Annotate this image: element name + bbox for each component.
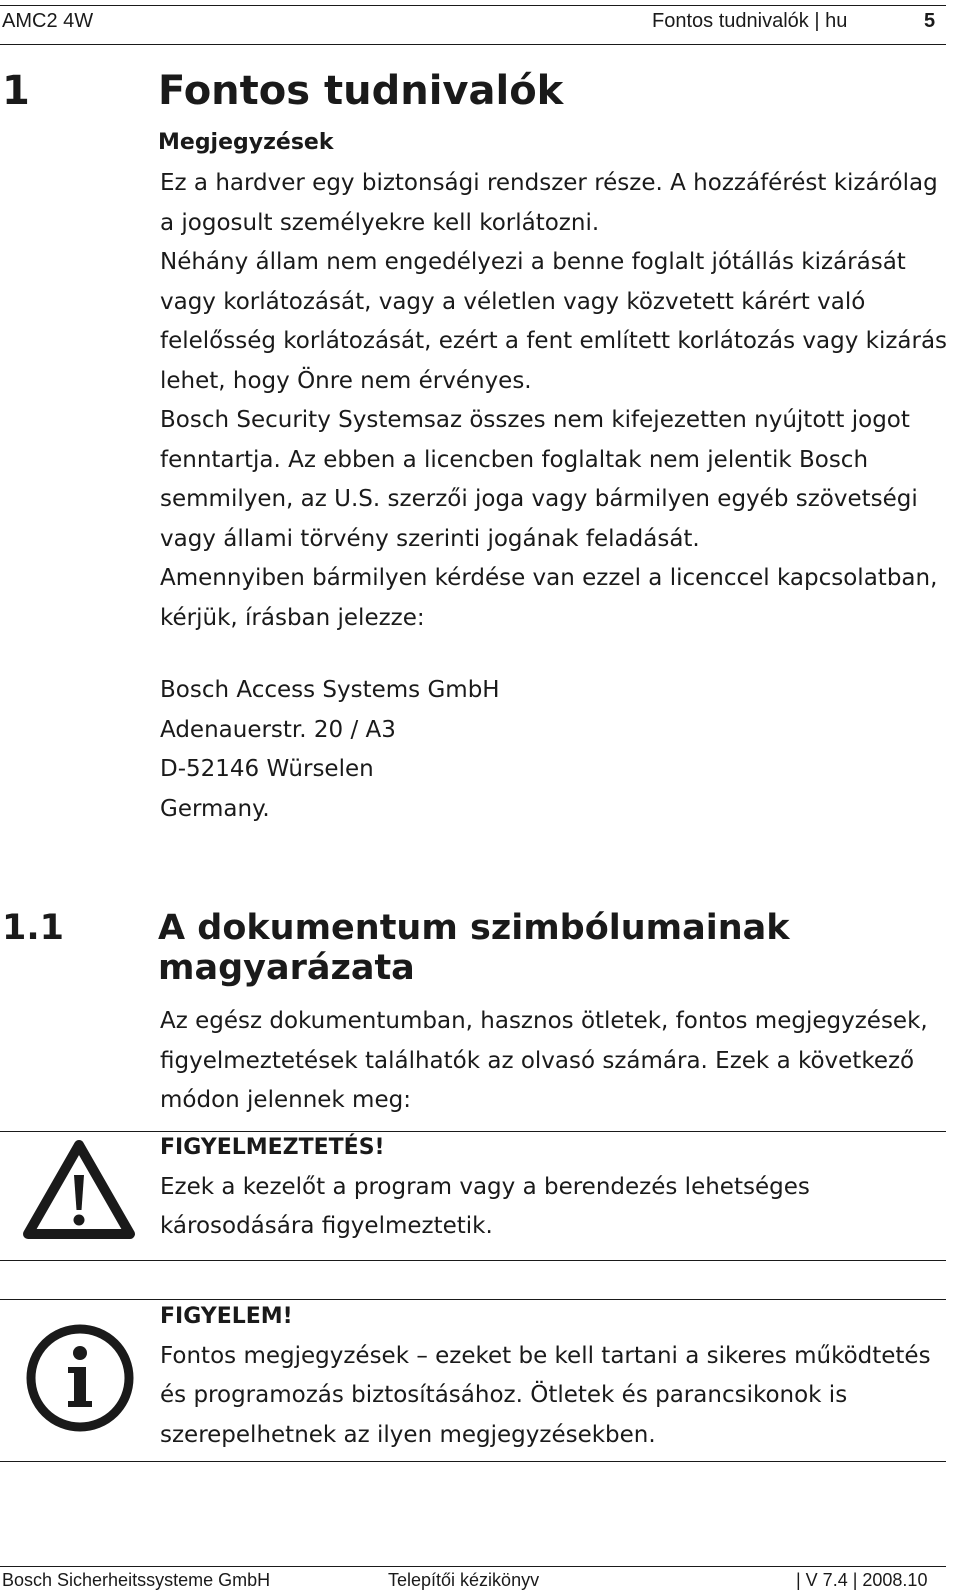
subsection-title-line: A dokumentum szimbólumainak bbox=[158, 908, 790, 948]
warning-bottom-rule bbox=[0, 1260, 946, 1261]
footer-rule bbox=[0, 1566, 946, 1567]
section-body bbox=[160, 164, 950, 638]
info-icon bbox=[25, 1323, 135, 1433]
section-number: 1 bbox=[2, 68, 30, 114]
footer-version: | V 7.4 | 2008.10 bbox=[796, 1570, 928, 1590]
paragraph: Néhány állam nem engedélyezi a benne foglalt jótállás kizárását vagy korlátozását, vagy a véletlen vagy közvetett kárért való felelősség korlátozását, ezért a fent említett korlátozás vagy kizárás lehet, hogy Önre nem érvényes. bbox=[160, 249, 948, 394]
subsection-number: 1.1 bbox=[2, 908, 65, 948]
subsection-title-line: magyarázata bbox=[158, 948, 415, 988]
footer-document: Telepítői kézikönyv bbox=[388, 1570, 540, 1590]
section-subtitle: Megjegyzések bbox=[158, 130, 334, 155]
warning-content bbox=[160, 1128, 950, 1247]
notice-label: FIGYELEM! bbox=[160, 1304, 293, 1329]
header-bottom-rule bbox=[0, 44, 946, 45]
address-line: Germany. bbox=[160, 795, 270, 822]
notice-bottom-rule bbox=[0, 1461, 946, 1462]
header-section: Fontos tudnivalók | hu bbox=[652, 10, 848, 32]
notice-content bbox=[160, 1297, 950, 1455]
paragraph: Bosch Security Systemsaz összes nem kifejezetten nyújtott jogot fenntartja. Az ebben a licencben foglaltak nem jelentik Bosch semmilyen, az U.S. szerzői joga vagy bármilyen egyéb szövetségi vagy állami törvény szerinti jogának feladását. bbox=[160, 407, 918, 552]
address-line: D-52146 Würselen bbox=[160, 756, 374, 782]
section-title: Fontos tudnivalók bbox=[158, 68, 564, 114]
footer-company: Bosch Sicherheitssysteme GmbH bbox=[2, 1570, 271, 1590]
address-line: Bosch Access Systems GmbH bbox=[160, 677, 500, 703]
subsection-intro: Az egész dokumentumban, hasznos ötletek, fontos megjegyzések, figyelmeztetések találhatók az olvasó számára. Ezek a következő módon jelennek meg: bbox=[160, 1008, 928, 1113]
paragraph: Ez a hardver egy biztonsági rendszer része. A hozzáférést kizárólag a jogosult személyekre kell korlátozni. bbox=[160, 170, 938, 236]
subsection-title bbox=[158, 908, 790, 988]
header-product: AMC2 4W bbox=[2, 10, 94, 32]
notice-text: Fontos megjegyzések – ezeket be kell tartani a sikeres működtetés és programozás biztosításához. Ötletek és parancsikonok is szerepelhetnek az ilyen megjegyzésekben. bbox=[160, 1342, 931, 1448]
paragraph: Amennyiben bármilyen kérdése van ezzel a licenccel kapcsolatban, kérjük, írásban jelezze: bbox=[160, 565, 938, 631]
warning-label: FIGYELMEZTETÉS! bbox=[160, 1135, 385, 1160]
page-number: 5 bbox=[924, 10, 936, 32]
address-line: Adenauerstr. 20 / A3 bbox=[160, 716, 396, 743]
header-top-rule bbox=[0, 5, 946, 6]
warning-text: Ezek a kezelőt a program vagy a berendezés lehetséges károsodására figyelmeztetik. bbox=[160, 1173, 810, 1239]
address-block bbox=[160, 671, 950, 829]
warning-triangle-icon bbox=[20, 1137, 138, 1243]
